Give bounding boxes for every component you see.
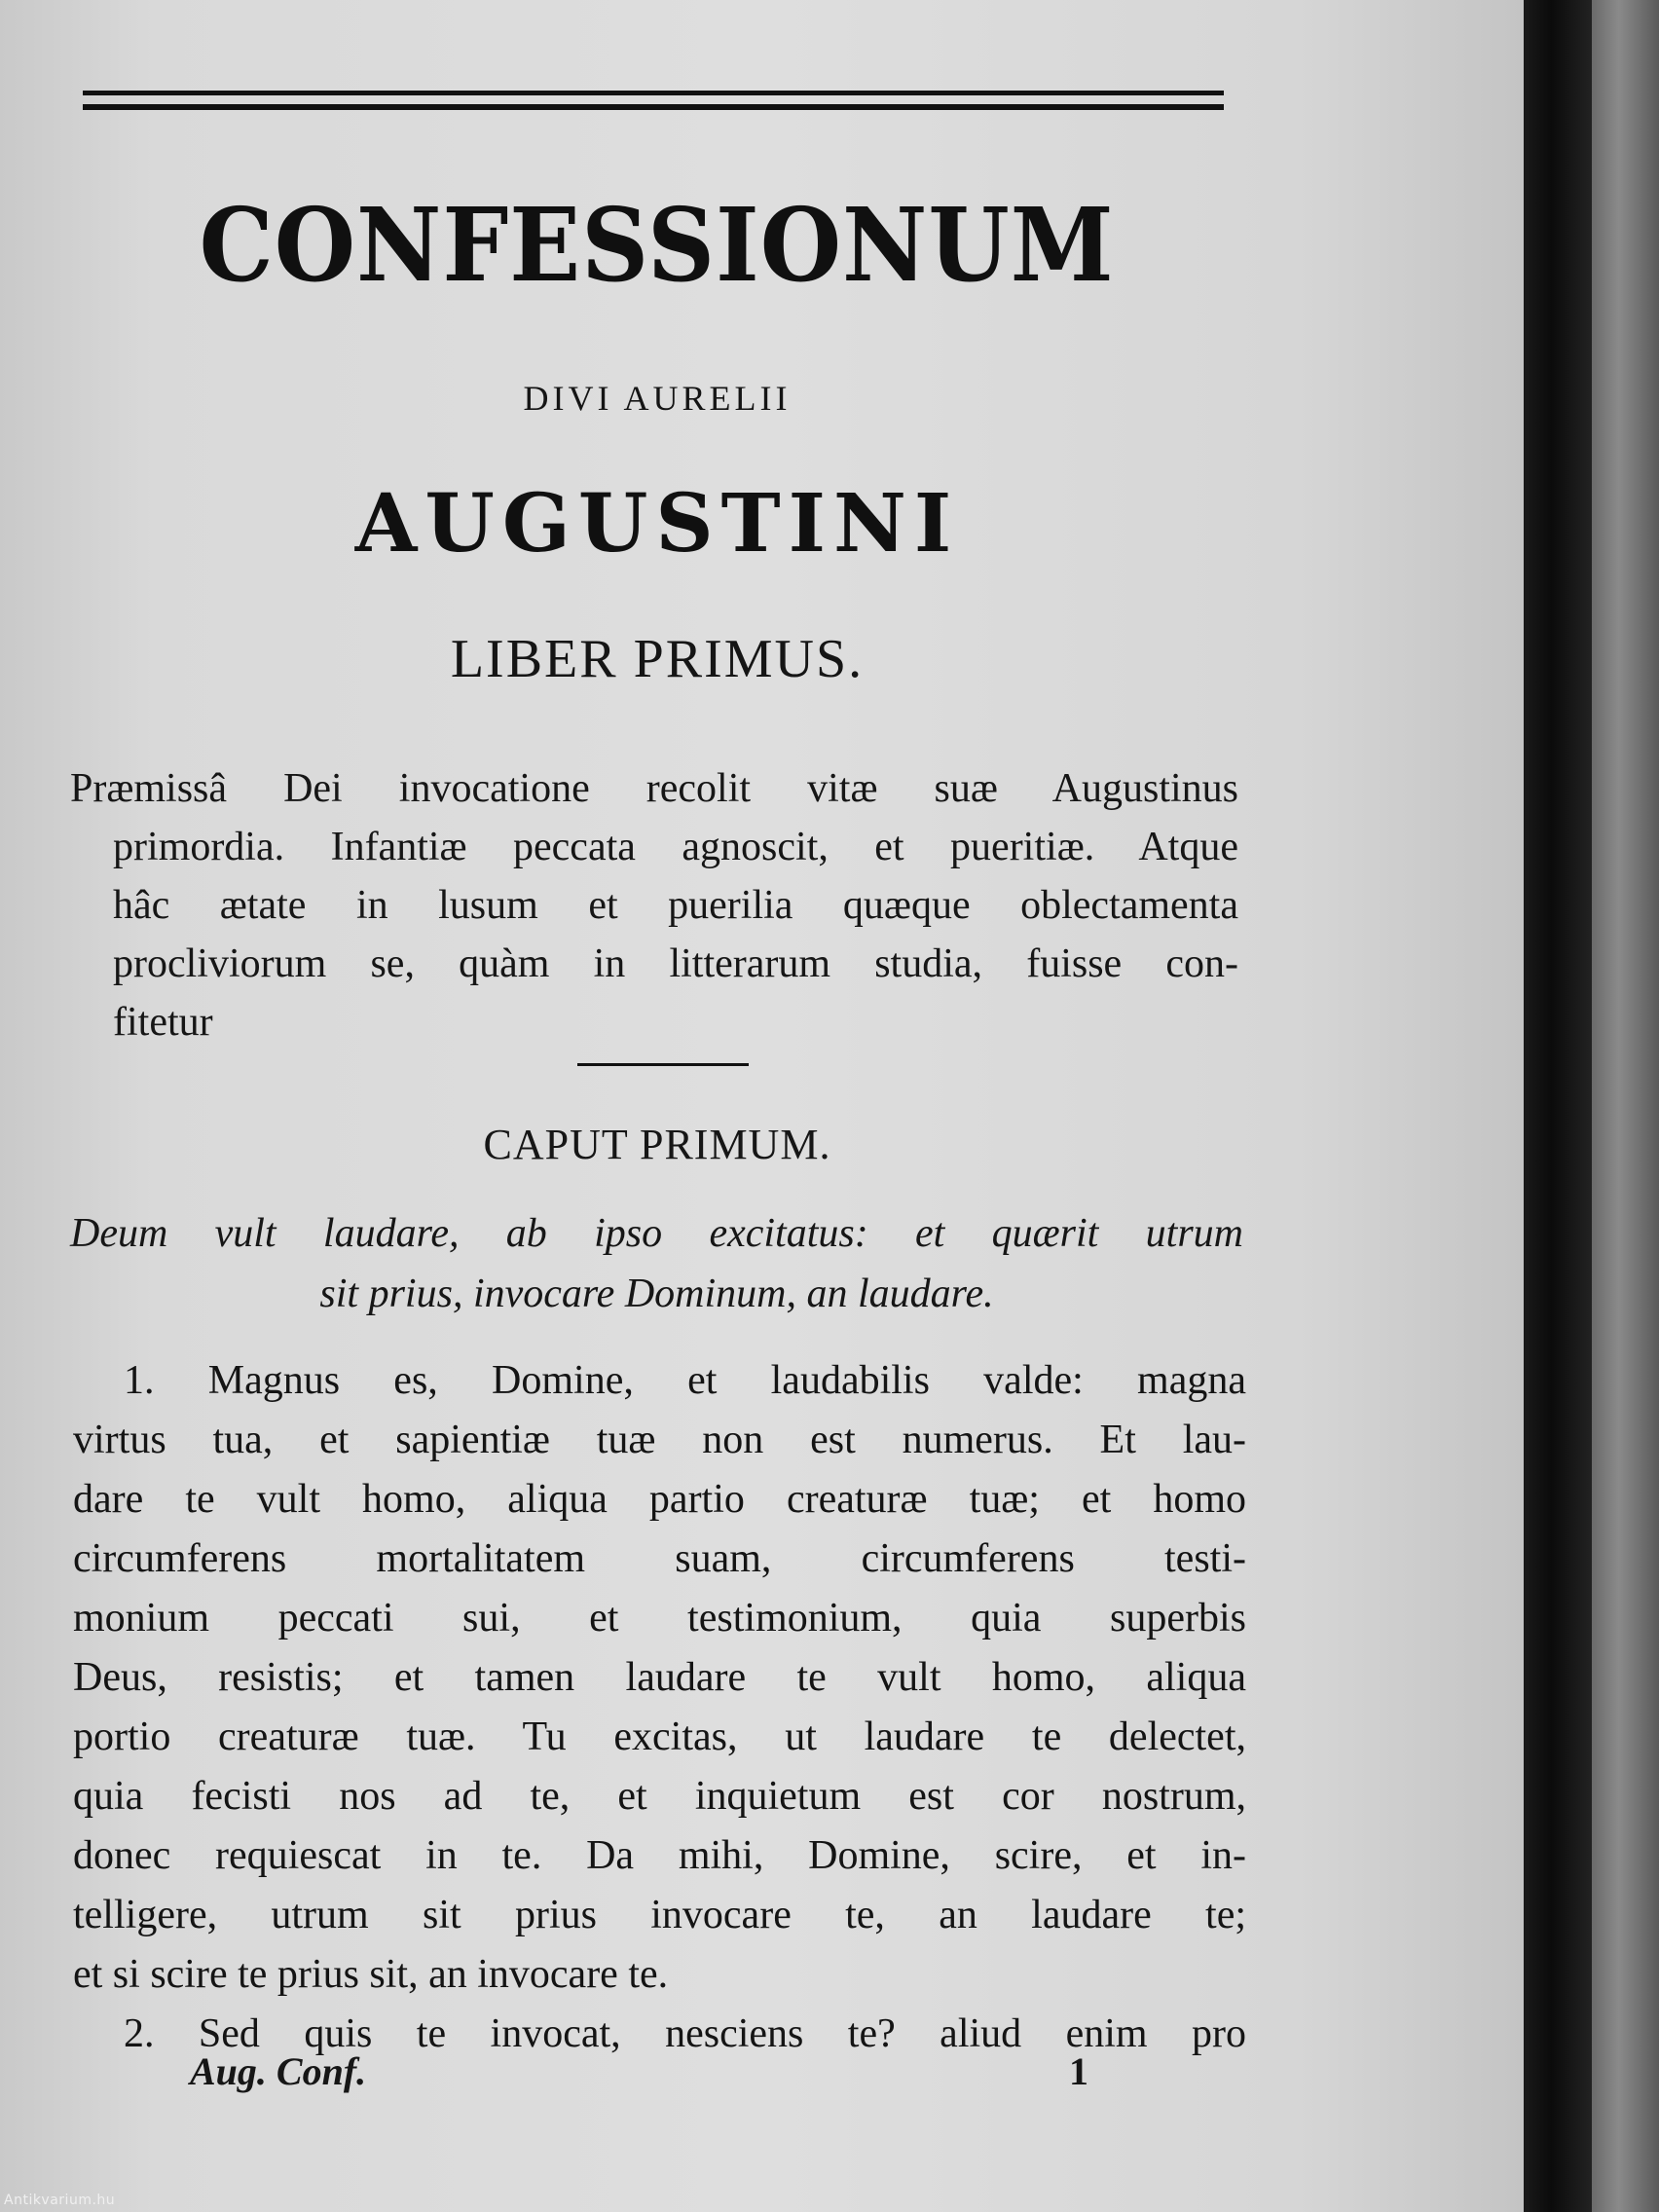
body-line: virtus tua, et sapientiæ tuæ non est numerus. Et lau- xyxy=(73,1418,1246,1462)
summary-line: procliviorum se, quàm in litterarum studia, fuisse con- xyxy=(113,941,1238,986)
gathering-number: 1 xyxy=(1069,2049,1088,2093)
book-cover-edge xyxy=(1524,0,1592,2212)
body-line: 1. Magnus es, Domine, et laudabilis valde: magna xyxy=(124,1358,1246,1403)
summary-line: primordia. Infantiæ peccata agnoscit, et pueritiæ. Atque xyxy=(113,825,1238,869)
book-number: LIBER PRIMUS. xyxy=(450,629,865,689)
body-line: telligere, utrum sit prius invocare te, an laudare te; xyxy=(73,1893,1246,1937)
chapter-body xyxy=(73,1351,1246,2064)
body-line: monium peccati sui, et testimonium, quia superbis xyxy=(73,1596,1246,1641)
argument-line: Deum vult laudare, ab ipso excitatus: et quærit utrum xyxy=(70,1211,1243,1256)
body-line: portio creaturæ tuæ. Tu excitas, ut laudare te delectet, xyxy=(73,1714,1246,1759)
body-line: circumferens mortalitatem suam, circumferens testi- xyxy=(73,1536,1246,1581)
background-edge xyxy=(1592,0,1659,2212)
summary-line: fitetur xyxy=(113,1000,213,1045)
body-line: Deus, resistis; et tamen laudare te vult homo, aliqua xyxy=(73,1655,1246,1700)
signature-mark: Aug. Conf. xyxy=(190,2049,367,2093)
body-line: 2. Sed quis te invocat, nesciens te? aliud enim pro xyxy=(124,2011,1246,2056)
watermark: Antikvarium.hu xyxy=(4,2193,116,2208)
argument-line: sit prius, invocare Dominum, an laudare. xyxy=(319,1272,994,1316)
summary-line: hâc ætate in lusum et puerilia quæque oblectamenta xyxy=(113,883,1238,928)
author-name: AUGUSTINI xyxy=(354,477,960,571)
section-divider xyxy=(577,1063,749,1066)
body-line: donec requiescat in te. Da mihi, Domine, scire, et in- xyxy=(73,1833,1246,1878)
body-line: quia fecisti nos ad te, et inquietum est cor nostrum, xyxy=(73,1774,1246,1819)
chapter-argument xyxy=(70,1203,1243,1324)
book-title: CONFESSIONUM xyxy=(199,185,1115,305)
body-line: et si scire te prius sit, an invocare te. xyxy=(73,1952,669,1997)
author-prefix: DIVI AURELII xyxy=(523,379,792,418)
body-line: dare te vult homo, aliqua partio creaturæ tuæ; et homo xyxy=(73,1477,1246,1522)
book-summary xyxy=(70,759,1238,1051)
chapter-heading: CAPUT PRIMUM. xyxy=(483,1121,831,1168)
summary-line: Præmissâ Dei invocatione recolit vitæ suæ Augustinus xyxy=(70,766,1238,811)
top-double-rule xyxy=(83,91,1224,110)
